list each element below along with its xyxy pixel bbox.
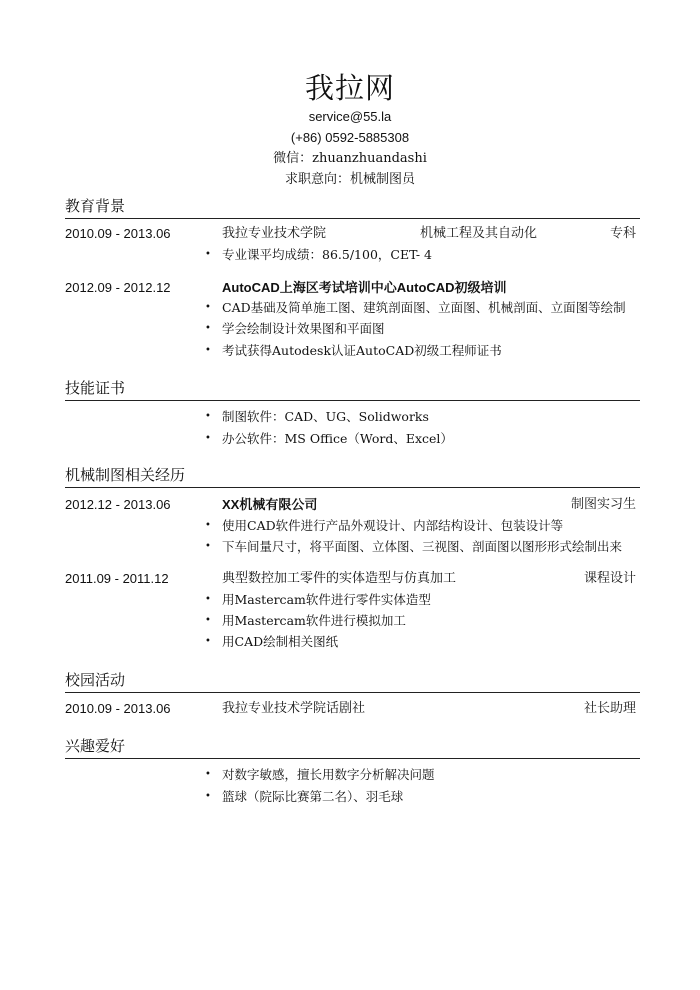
entry-date: 2011.09 - 2011.12 (65, 571, 169, 586)
entry-company: XX机械有限公司 (222, 497, 318, 513)
entry-date: 2010.09 - 2013.06 (65, 701, 171, 716)
campus-entry (65, 699, 636, 719)
entry-role: 制图实习生 (570, 497, 636, 512)
experience-entry (65, 495, 636, 515)
entry-degree: 专科 (609, 226, 636, 241)
section-title-campus: 校园活动 (65, 671, 640, 693)
entry-school: 我拉专业技术学院 (222, 226, 327, 241)
phone: (+86) 0592-5885308 (290, 130, 410, 145)
wechat: 微信：zhuanzhuandashi (273, 151, 427, 166)
bullet-icon: • (205, 323, 211, 334)
list-item: • 篮球（院际比赛第二名）、羽毛球 (222, 787, 642, 807)
list-item: • 专业课平均成绩：86.5/100，CET- 4 (222, 245, 642, 265)
entry-role: 社长助理 (583, 701, 636, 716)
bullet-icon: • (205, 636, 211, 647)
bullet-icon: • (205, 594, 211, 605)
section-title-experience: 机械制图相关经历 (65, 466, 640, 488)
bullet-icon: • (205, 541, 211, 552)
email: service@55.la (308, 109, 392, 124)
entry-date: 2012.09 - 2012.12 (65, 280, 171, 295)
bullet-icon: • (205, 411, 211, 422)
candidate-name: 我拉网 (304, 71, 395, 105)
entry-project: 典型数控加工零件的实体造型与仿真加工 (222, 571, 457, 586)
section-title-education: 教育背景 (65, 197, 640, 219)
list-item: • 办公软件：MS Office（Word、Excel） (222, 429, 642, 449)
list-item: • 学会绘制设计效果图和平面图 (222, 319, 642, 339)
bullet-icon: • (205, 520, 211, 531)
resume-header (0, 70, 700, 190)
bullet-icon: • (205, 433, 211, 444)
entry-major: 机械工程及其自动化 (420, 226, 538, 241)
entry-date: 2012.12 - 2013.06 (65, 497, 171, 512)
entry-role: 课程设计 (583, 571, 636, 586)
education-entry (65, 224, 636, 244)
entry-date: 2010.09 - 2013.06 (65, 226, 171, 241)
bullet-icon: • (205, 345, 211, 356)
list-item: • 用Mastercam软件进行零件实体造型 (222, 590, 642, 610)
list-item: • 使用CAD软件进行产品外观设计、内部结构设计、包装设计等 (222, 516, 642, 536)
bullet-icon: • (205, 769, 211, 780)
experience-entry (65, 569, 636, 589)
list-item: • 用CAD绘制相关图纸 (222, 632, 642, 652)
list-item: • 制图软件：CAD、UG、Solidworks (222, 407, 642, 427)
list-item: • 下车间量尺寸，将平面图、立体图、三视图、剖面图以图形形式绘制出来 (222, 537, 642, 557)
list-item: • CAD基础及简单施工图、建筑剖面图、立面图、机械剖面、立面图等绘制 (222, 298, 642, 318)
bullet-icon: • (205, 302, 211, 313)
education-entry (65, 278, 636, 298)
entry-training: AutoCAD上海区考试培训中心AutoCAD初级培训 (222, 280, 507, 296)
section-title-skills: 技能证书 (65, 379, 640, 401)
list-item: • 对数字敏感，擅长用数字分析解决问题 (222, 765, 642, 785)
bullet-icon: • (205, 615, 211, 626)
section-title-hobbies: 兴趣爱好 (65, 737, 640, 759)
bullet-icon: • (205, 249, 211, 260)
job-objective: 求职意向：机械制图员 (284, 172, 415, 187)
bullet-icon: • (205, 791, 211, 802)
list-item: • 考试获得Autodesk认证AutoCAD初级工程师证书 (222, 341, 642, 361)
list-item: • 用Mastercam软件进行模拟加工 (222, 611, 642, 631)
entry-club: 我拉专业技术学院话剧社 (222, 701, 366, 716)
